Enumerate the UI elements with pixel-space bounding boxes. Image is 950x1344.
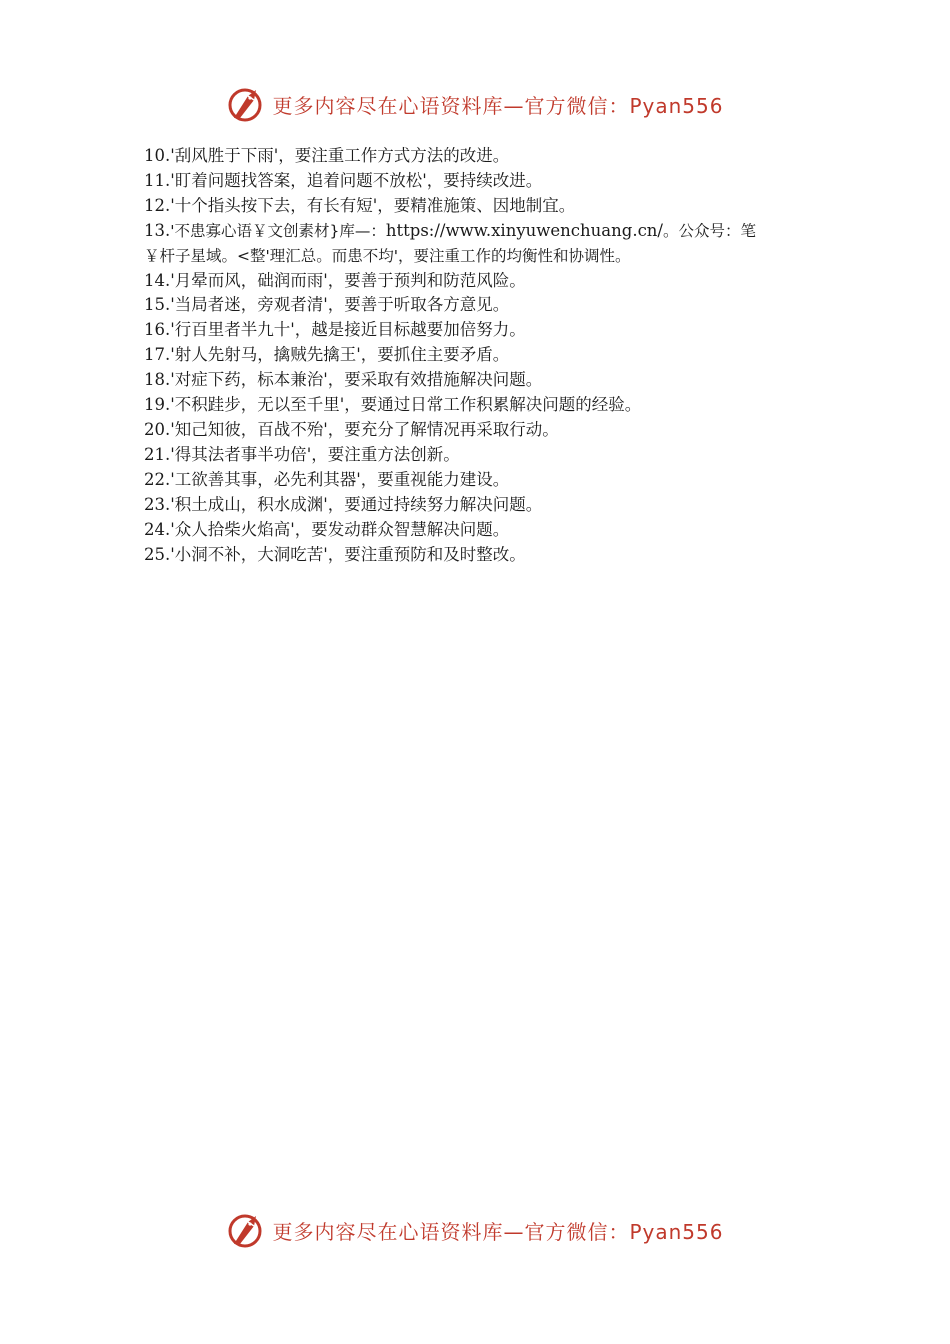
list-item: 21.'得其法者事半功倍'，要注重方法创新。 xyxy=(144,444,460,464)
list-item: 10.'刮风胜于下雨'，要注重工作方式方法的改进。 xyxy=(144,146,510,165)
list-item: 25.'小洞不补，大洞吃苦'，要注重预防和及时整改。 xyxy=(144,544,526,564)
header-watermark-text: 更多内容尽在心语资料库—官方微信：Pyan556 xyxy=(272,93,724,118)
list-item: 15.'当局者迷，旁观者清'，要善于听取各方意见。 xyxy=(144,295,510,315)
list-item: 22.'工欲善其事，必先利其器'，要重视能力建设。 xyxy=(144,469,510,489)
header-watermark xyxy=(0,82,950,126)
list-item-13-line1: 13.'不患寡心语￥文创素材}库—：https://www.xinyuwenchuang.cn/。公众号：笔 xyxy=(144,220,757,240)
list-item: 14.'月晕而风，础润而雨'，要善于预判和防范风险。 xyxy=(144,270,526,290)
list-item: 20.'知己知彼，百战不殆'，要充分了解情况再采取行动。 xyxy=(144,419,559,439)
footer-watermark xyxy=(0,1208,950,1252)
list-item: 19.'不积跬步，无以至千里'，要通过日常工作积累解决问题的经验。 xyxy=(144,395,642,415)
list-item: 16.'行百里者半九十'，越是接近目标越要加倍努力。 xyxy=(144,320,526,340)
list-item: 18.'对症下药，标本兼治'，要采取有效措施解决问题。 xyxy=(144,370,543,390)
list-item: 23.'积土成山，积水成渊'，要通过持续努力解决问题。 xyxy=(144,494,543,514)
document-body xyxy=(144,144,814,567)
list-item: 17.'射人先射马，擒贼先擒王'，要抓住主要矛盾。 xyxy=(144,345,510,365)
footer-watermark-text: 更多内容尽在心语资料库—官方微信：Pyan556 xyxy=(272,1219,724,1244)
pen-nib-circle-icon xyxy=(226,1210,266,1250)
list-item: 11.'盯着问题找答案，追着问题不放松'，要持续改进。 xyxy=(144,170,543,190)
pen-nib-circle-icon xyxy=(226,84,266,124)
list-item-13-line2: ￥杆子星域。<整'理汇总。而患不均'，要注重工作的均衡性和协调性。 xyxy=(144,246,631,265)
url-link[interactable]: https://www.xinyuwenchuang.cn/ xyxy=(385,220,663,240)
list-item: 24.'众人拾柴火焰高'，要发动群众智慧解决问题。 xyxy=(144,519,510,539)
list-item: 12.'十个指头按下去，有长有短'，要精准施策、因地制宜。 xyxy=(144,195,576,215)
